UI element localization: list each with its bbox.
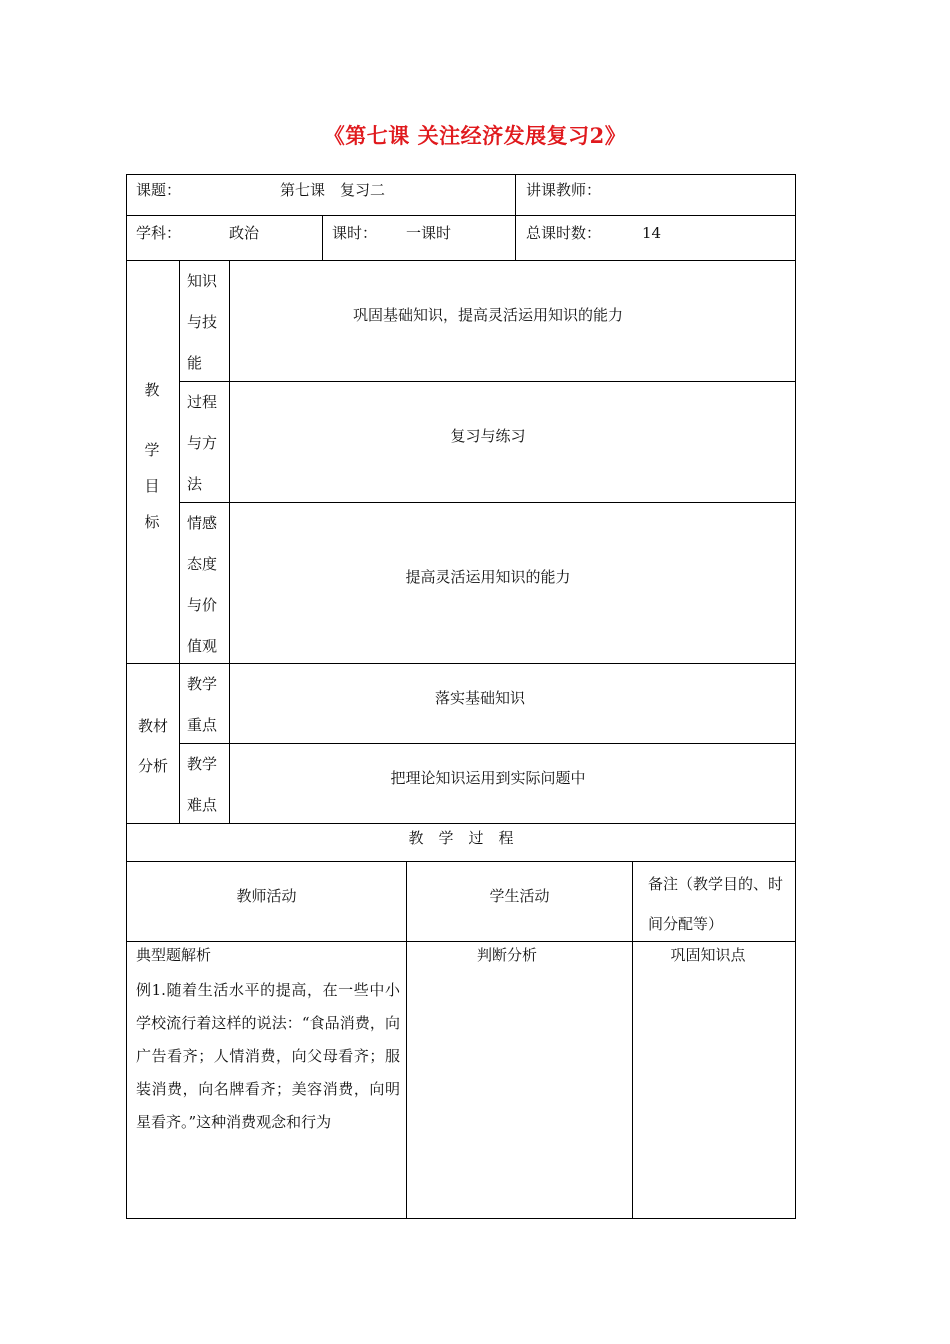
analysis-group-label: 教材分析 <box>137 717 168 775</box>
teacher-label: 讲课教师： <box>526 181 602 199</box>
total-label: 总课时数： <box>526 224 602 242</box>
analysis-label: 教学难点 <box>187 755 218 814</box>
col-student-activity: 学生活动 <box>489 887 550 905</box>
table-col-divider <box>406 861 407 1219</box>
objective-content: 巩固基础知识，提高灵活运用知识的能力 <box>352 306 623 324</box>
table-border-left <box>126 174 127 1219</box>
topic-value: 第七课 复习二 <box>280 181 386 199</box>
col-teacher-activity: 教师活动 <box>236 887 297 905</box>
table-col-divider <box>322 215 323 261</box>
student-text: 判断分析 <box>476 946 537 964</box>
teacher-text: 例1.随着生活水平的提高，在一些中小学校流行着这样的说法：“食品消费，向广告看齐；人情消费，向父母看齐；服装消费，向名牌看齐；美容消费，向明星看齐。”这种消费观念和行为 <box>136 981 400 1131</box>
table-row-divider <box>126 663 796 664</box>
table-col-divider <box>229 260 230 824</box>
objectives-group-label <box>140 380 164 532</box>
table-row-divider <box>179 743 796 744</box>
table-row-divider <box>179 502 796 503</box>
process-heading: 教 学 过 程 <box>408 829 514 847</box>
objectives-group-char: 学 <box>144 441 160 459</box>
objectives-group-char: 标 <box>144 513 160 531</box>
table-row-divider <box>179 381 796 382</box>
objective-content: 复习与练习 <box>450 427 526 445</box>
subject-value: 政治 <box>229 224 260 242</box>
note-text: 巩固知识点 <box>670 946 746 964</box>
table-border-right <box>795 174 796 1219</box>
topic-label: 课题： <box>136 181 182 199</box>
period-value: 一课时 <box>406 224 452 242</box>
col-note: 备注（教学目的、时间分配等） <box>648 875 784 933</box>
analysis-content: 落实基础知识 <box>434 689 525 707</box>
total-value: 14 <box>642 224 662 242</box>
table-col-divider <box>179 260 180 824</box>
table-col-divider <box>515 174 516 261</box>
objective-label: 知识与技能 <box>187 272 218 372</box>
objective-content: 提高灵活运用知识的能力 <box>405 568 571 586</box>
table-col-divider <box>632 861 633 1219</box>
objectives-group-char: 教 <box>144 381 160 399</box>
analysis-label: 教学重点 <box>187 675 218 734</box>
page-title: 《第七课 关注经济发展复习2》 <box>323 123 627 148</box>
table-row-divider <box>126 215 796 216</box>
table-row-divider <box>126 823 796 824</box>
objectives-group-char: 目 <box>144 477 160 495</box>
analysis-content: 把理论知识运用到实际问题中 <box>390 769 586 787</box>
table-border-top <box>126 174 796 175</box>
table-row-divider <box>126 861 796 862</box>
table-row-divider <box>126 260 796 261</box>
period-label: 课时： <box>332 224 378 242</box>
teacher-heading: 典型题解析 <box>136 946 212 964</box>
objective-label: 过程与方法 <box>187 393 218 493</box>
subject-label: 学科： <box>136 224 182 242</box>
table-border-bottom <box>126 1218 796 1219</box>
objective-label: 情感态度与价值观 <box>187 514 218 655</box>
